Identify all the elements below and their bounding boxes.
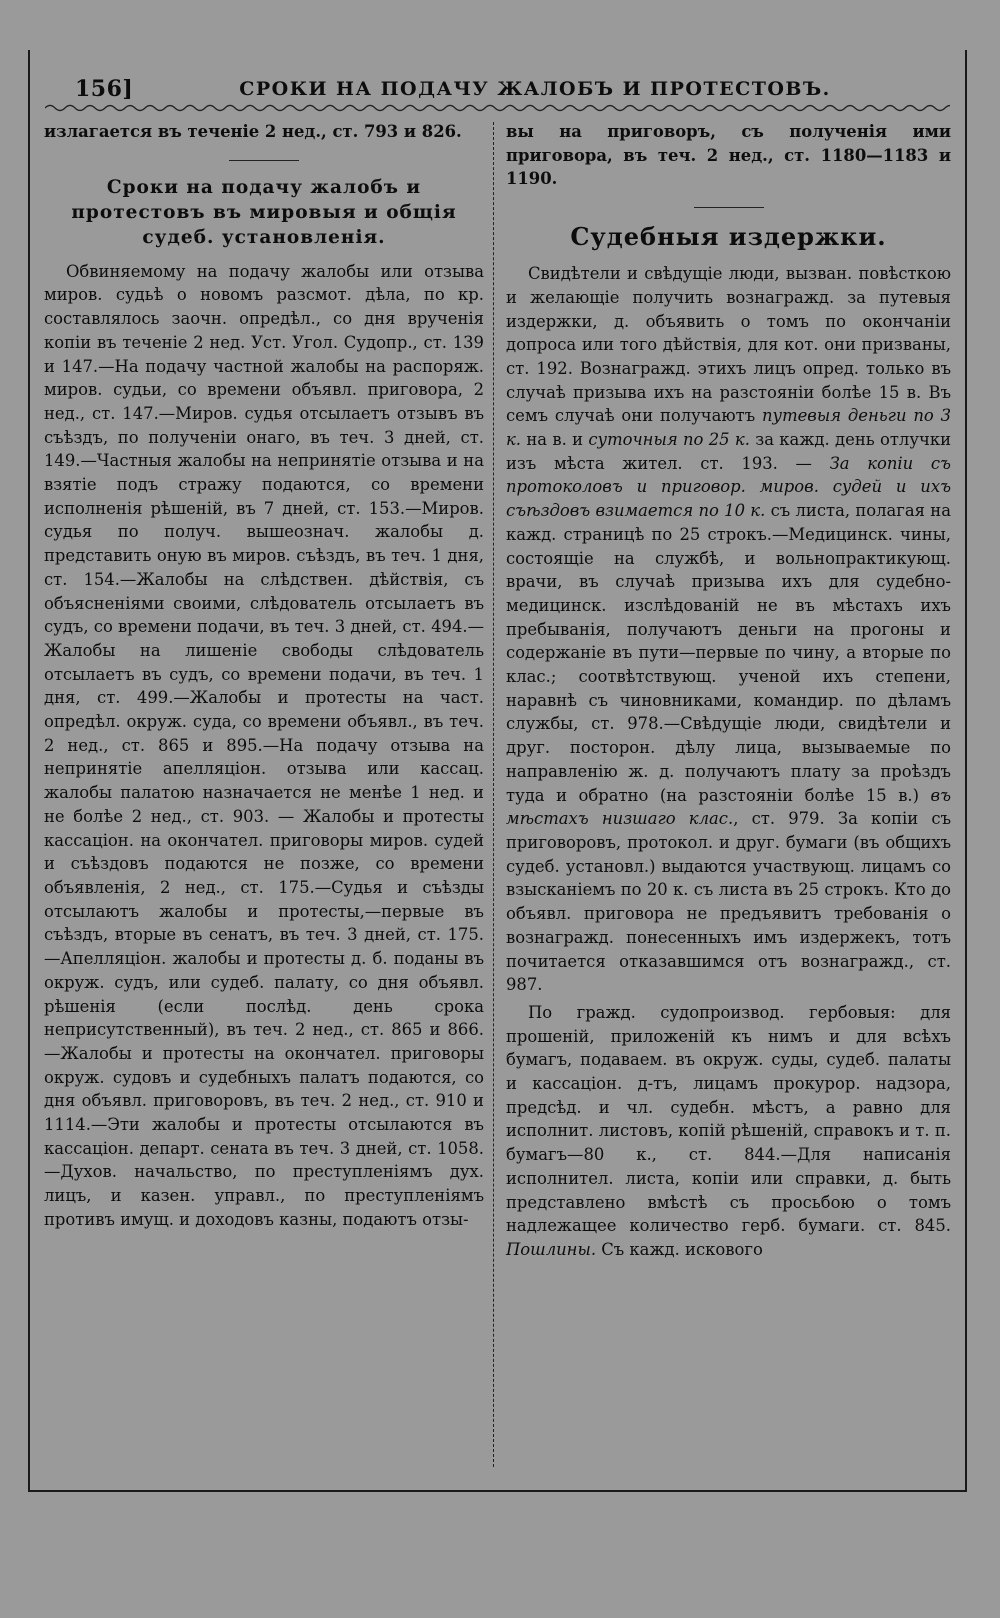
right-column <box>506 120 951 1262</box>
italic-run: За копіи съ протоколовъ и приговор. миров. судей и ихъ съѣздовъ взимается по 10 к. <box>506 453 951 521</box>
italic-run: въ мѣстахъ низшаго клас. <box>506 785 951 829</box>
text-run: Съ кажд. искового <box>596 1239 763 1259</box>
left-body-text: Обвиняемому на подачу жалобы или отзыва миров. судьѣ о новомъ разсмот. дѣла, по кр. составлялось заочн. опредѣл., со дня врученія копіи въ теченіе 2 нед. Уст. Угол. Судопр., ст. 139 и 147.—На подачу частной жалобы на распоряж. миров. судьи, со времени объявл. приговора, 2 нед., ст. 147.—Миров. судья отсылаетъ отзывъ въ съѣздъ, по полученіи онаго, въ теч. 3 дней, ст. 149.—Частныя жалобы на непринятіе отзыва и на взятіе подъ стражу подаются, со времени исполненія рѣшеній, въ 7 дней, ст. 153.—Миров. судья по получ. вышеознач. жалобы д. представить оную въ миров. съѣздъ, въ теч. 1 дня, ст. 154.—Жалобы на слѣдствен. дѣйствія, съ объясненіями своими, слѣдователь отсылаетъ въ судъ, со времени подачи, въ теч. 3 дней, ст. 494.—Жалобы на лишеніе свободы слѣдователь отсылаетъ въ судъ, со времени подачи, въ теч. 1 дня, ст. 499.—Жалобы и протесты на част. опредѣл. окруж. суда, со времени объявл., въ теч. 2 нед., ст. 865 и 895.—На подачу отзыва на непринятіе апелляціон. отзыва или кассац. жалобы палатою назначается не менѣе 1 нед. и не болѣе 2 нед., ст. 903. — Жалобы и протесты кассаціон. на окончател. приговоры миров. судей и съѣздовъ подаются не позже, со времени объявленія, 2 нед., ст. 175.—Судья и съѣзды отсылаютъ жалобы и протесты,—первые въ съѣздъ, вторые въ сенатъ, въ теч. 3 дней, ст. 175.—Апелляціон. жалобы и протесты д. б. поданы въ окруж. судъ, или судеб. палату, со дня объявл. рѣшенія (если послѣд. день срока неприсутственный), въ теч. 2 нед., ст. 865 и 866.—Жалобы и протесты на окончател. приговоры окруж. судовъ и судебныхъ палатъ подаются, со дня объявл. приговоровъ, въ теч. 2 нед., ст. 910 и 1114.—Эти жалобы и протесты отсылаются въ кассаціон. департ. сената въ теч. 3 дней, ст. 1058.—Духов. начальство, по преступленіямъ дух. лицъ, и казен. управл., по преступленіямъ противъ имущ. и доходовъ казны, подаютъ отзы- <box>44 261 484 1229</box>
separator-rule <box>694 207 764 208</box>
left-column <box>44 120 484 1232</box>
section-heading-court-costs: Судебныя издержки. <box>570 222 887 252</box>
civil-procedure-paragraph <box>506 1001 951 1262</box>
court-costs-paragraph <box>506 262 951 997</box>
section-heading-appeal-deadlines: Сроки на подачу жалобъ и протестовъ въ мировыя и общія судеб. установленія. <box>71 176 457 248</box>
text-run: на в. и <box>521 430 589 450</box>
wavy-rule <box>45 102 950 114</box>
text-run: По гражд. судопроизвод. гербовыя: для прошеній, приложеній къ нимъ и для всѣхъ бумагъ, подаваем. въ окруж. суды, судеб. палаты и кассаціон. д-тъ, лицамъ прокурор. надзора, предсѣд. и чл. судебн. мѣстъ, а равно для исполнит. листовъ, копій рѣшеній, справокъ и т. п. бумагъ—80 к., ст. 844.—Для написанія исполнител. листа, копіи или справки, д. быть представлено вмѣстѣ съ просьбою о томъ надлежащее количество герб. бумаги. ст. 845. <box>506 1002 951 1236</box>
left-continuation: излагается въ теченіе 2 нед., ст. 793 и 826. <box>44 122 462 141</box>
right-continuation: вы на приговоръ, съ полученія ими приговора, въ теч. 2 нед., ст. 1180—1183 и 1190. <box>506 122 951 189</box>
italic-run: суточныя по 25 к. <box>588 430 750 450</box>
column-divider <box>493 122 494 1467</box>
italic-run: Пошлины. <box>506 1239 597 1259</box>
text-run: Свидѣтели и свѣдущіе люди, вызван. повѣсткою и желающіе получить вознагражд. за путевыя издержки, д. объявить о томъ по окончаніи допроса или того дѣйствія, для кот. они призваны, ст. 192. Вознагражд. этихъ лицъ опред. только въ случаѣ призыва ихъ на разстояніи болѣе 15 в. Въ семъ случаѣ они получаютъ <box>506 264 951 426</box>
text-run: , ст. 979. За копіи съ приговоровъ, протокол. и друг. бумаги (въ общихъ судеб. установл.) выдаются участвующ. лицамъ со взысканіемъ по 20 к. съ листа въ 25 строкъ. Кто до объявл. приговора не предъявитъ требованія о вознагражд. понесенныхъ имъ издержекъ, тотъ почитается отказавшимся отъ вознагражд., ст. 987. <box>506 809 951 995</box>
running-title: СРОКИ НА ПОДАЧУ ЖАЛОБЪ И ПРОТЕСТОВЪ. <box>239 78 831 100</box>
separator-rule <box>229 160 299 161</box>
italic-run: путевыя деньги по 3 к. <box>506 406 951 450</box>
page-number: 156] <box>75 76 134 102</box>
text-run: съ листа, полагая на кажд. страницѣ по 25 строкъ.—Медицинск. чины, состоящіе на службѣ, и вольнопрактикующ. врачи, въ случаѣ призыва ихъ для судебно-медицинск. изслѣдованій не въ мѣстахъ ихъ пребыванія, получаютъ деньги на прогоны и содержаніе въ пути—первые по чину, а вторые по клас.; соотвѣтствующ. ученой ихъ степени, наравнѣ съ чиновниками, командир. по дѣламъ службы, ст. 978.—Свѣдущіе люди, свидѣтели и друг. посторон. дѣлу лица, вызываемые по направленію ж. д. получаютъ плату за проѣздъ туда и обратно (на разстояніи болѣе 15 в.) <box>506 501 951 805</box>
text-run: за кажд. день отлучки изъ мѣста жител. ст. 193. — <box>506 430 951 473</box>
